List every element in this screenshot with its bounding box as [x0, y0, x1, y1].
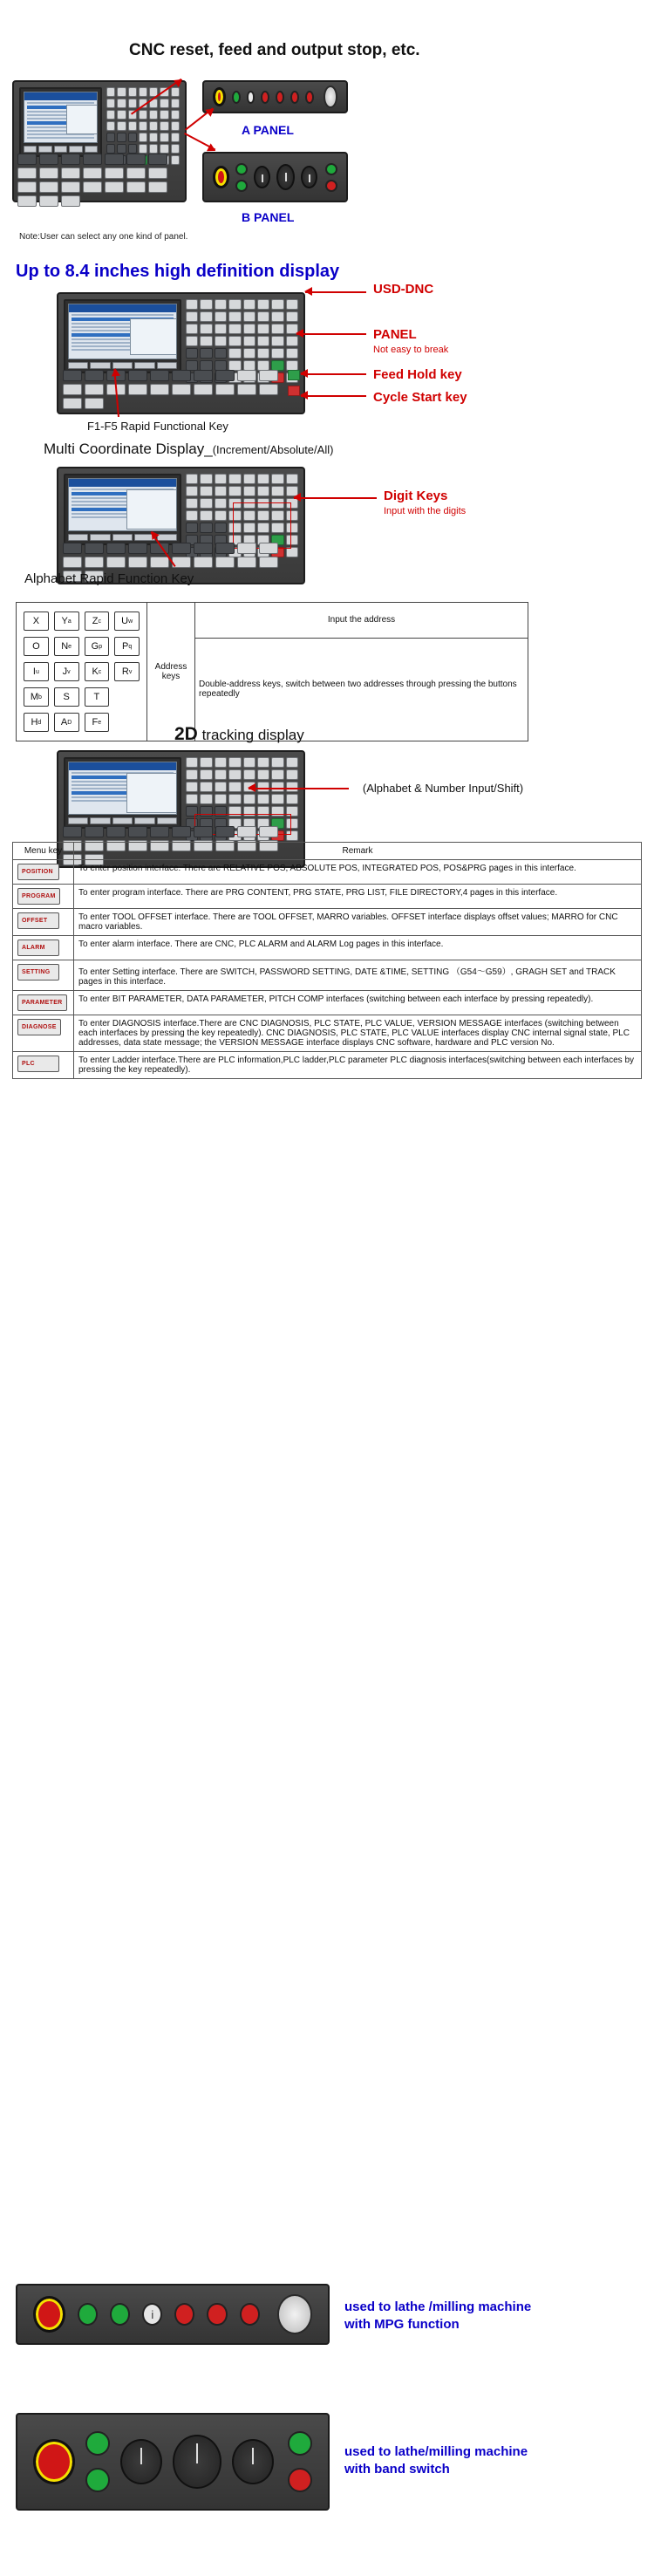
table-row	[13, 960, 642, 991]
feed-hold-label: Feed Hold key	[373, 367, 462, 382]
key-main: U	[121, 616, 129, 626]
band-switch-panel-device[interactable]	[16, 2413, 330, 2511]
b-panel-device[interactable]	[202, 152, 348, 202]
address-key[interactable]	[54, 687, 79, 707]
cycle-start-indicator[interactable]	[288, 386, 300, 396]
menu-key-table	[12, 842, 642, 1079]
f1f5-label: F1-F5 Rapid Functional Key	[87, 420, 228, 433]
address-key[interactable]	[24, 687, 49, 707]
mpg-caption-line2: with MPG function	[344, 2317, 460, 2332]
section3-title-group	[44, 441, 333, 458]
red-button-m3[interactable]	[240, 2303, 260, 2326]
green-button-1[interactable]	[232, 91, 241, 104]
key-main: Y	[61, 616, 68, 626]
panel-label: PANEL	[373, 327, 417, 342]
panel-sublabel: Not easy to break	[373, 345, 449, 355]
address-key[interactable]	[85, 687, 110, 707]
menu-key-alarm[interactable]: ALARM	[17, 940, 59, 956]
emergency-stop-button[interactable]	[213, 87, 226, 106]
white-button-1[interactable]	[247, 91, 255, 104]
key-main: J	[62, 666, 68, 677]
info-button[interactable]: i	[142, 2303, 162, 2326]
band-caption-line1: used to lathe/milling machine	[344, 2444, 528, 2459]
menu-key-diagnose[interactable]: DIAGNOSE	[17, 1019, 61, 1035]
section1-title: CNC reset, feed and output stop, etc.	[129, 41, 420, 59]
address-key[interactable]	[85, 612, 110, 631]
cnc-screen-1	[24, 92, 98, 143]
band-switch-1[interactable]	[254, 166, 270, 188]
address-key[interactable]	[114, 612, 140, 631]
address-key[interactable]	[85, 662, 110, 681]
address-keys-label: Address keys	[147, 603, 195, 741]
table-row	[13, 909, 642, 936]
usb-dnc-label: USD-DNC	[373, 282, 434, 297]
red-button-m2[interactable]	[207, 2303, 227, 2326]
address-key[interactable]	[114, 637, 140, 656]
digit-keys-sublabel: Input with the digits	[384, 506, 467, 516]
red-button-bs1[interactable]	[288, 2468, 312, 2492]
mpg-caption-line1: used to lathe /milling machine	[344, 2299, 532, 2314]
menu-key-position[interactable]: POSITION	[17, 864, 59, 880]
input-address-header: Input the address	[195, 603, 528, 639]
address-key[interactable]	[114, 662, 140, 681]
key-sub: e	[68, 643, 72, 650]
remark-header: Remark	[74, 843, 642, 860]
key-main: M	[30, 692, 38, 702]
green-button-m2[interactable]	[110, 2303, 130, 2326]
band-switch-2[interactable]	[276, 164, 295, 190]
table-row	[13, 991, 642, 1015]
address-key[interactable]	[54, 662, 79, 681]
a-panel-device[interactable]	[202, 80, 348, 113]
address-key[interactable]	[85, 637, 110, 656]
red-button-3[interactable]	[290, 91, 299, 104]
key-sub: D	[67, 719, 72, 726]
red-button-m1[interactable]	[174, 2303, 194, 2326]
alphabet-number-callout: (Alphabet & Number Input/Shift)	[362, 782, 524, 795]
address-remark: Double-address keys, switch between two addresses through pressing the buttons repeatedly	[195, 638, 528, 741]
mpg-handwheel-large[interactable]	[277, 2294, 312, 2334]
key-sub: u	[35, 668, 39, 675]
alphabet-rapid-label: Alphabet Rapid Function Key	[24, 571, 194, 586]
key-main: K	[92, 666, 99, 677]
address-key[interactable]	[54, 713, 79, 732]
key-sub: c	[98, 618, 101, 625]
feed-hold-indicator[interactable]	[288, 370, 300, 380]
section2-title: Up to 8.4 inches high definition display	[16, 262, 340, 281]
key-sub: v	[67, 668, 71, 675]
key-main: R	[121, 666, 129, 677]
key-sub: v	[128, 668, 133, 675]
address-key-grid[interactable]	[20, 606, 143, 737]
band-switch-3[interactable]	[301, 166, 317, 188]
address-key[interactable]	[24, 662, 49, 681]
key-sub: e	[98, 719, 102, 726]
arrow-panel	[296, 333, 366, 335]
key-main: N	[61, 641, 69, 652]
address-key-table	[16, 602, 528, 741]
key-main: A	[60, 717, 68, 728]
arrow-usb-dnc	[305, 291, 366, 293]
menu-remark: To enter alarm interface. There are CNC, PLC ALARM and ALARM Log pages in this interface.	[74, 936, 642, 960]
green-button-b3[interactable]	[325, 163, 337, 175]
section4-title-rest: tracking display	[197, 727, 304, 743]
emergency-stop-button-b[interactable]	[213, 166, 229, 188]
address-key[interactable]	[54, 612, 79, 631]
table-row	[13, 936, 642, 960]
table-row	[13, 860, 642, 885]
key-main: P	[122, 641, 129, 652]
key-sub: a	[67, 618, 72, 625]
menu-key-header: Menu key	[13, 843, 74, 860]
key-sub: b	[38, 694, 42, 700]
address-key[interactable]	[24, 713, 49, 732]
digit-keys-highlight	[233, 502, 291, 548]
b-panel-label: B PANEL	[242, 210, 295, 224]
menu-remark: To enter BIT PARAMETER, DATA PARAMETER, PITCH COMP interfaces (switching between each interface by pressing repeatedly).	[74, 991, 642, 1015]
menu-remark: To enter Setting interface. There are SWITCH, PASSWORD SETTING, DATE &TIME, SETTING （G54～G59）, GRAGH SET and TRACK pages in this interface.	[74, 960, 642, 991]
red-button-1[interactable]	[261, 91, 269, 104]
section4-title-bold: 2D	[174, 724, 198, 744]
table-row	[13, 1015, 642, 1052]
mpg-handwheel[interactable]	[324, 85, 337, 108]
address-key[interactable]	[54, 637, 79, 656]
arrow-to-b-panel	[184, 133, 215, 151]
red-button-b1[interactable]	[325, 180, 337, 192]
menu-remark: To enter Ladder interface.There are PLC information,PLC ladder,PLC parameter PLC diagnosis interfaces(switching between each interfaces by pressing the key repeatedly).	[74, 1052, 642, 1079]
cnc-device-1-bottom-keys[interactable]	[17, 154, 181, 207]
digit-keys-label: Digit Keys	[384, 489, 448, 503]
green-button-bs3[interactable]	[288, 2431, 312, 2456]
address-key[interactable]	[24, 612, 49, 631]
key-sub: p	[99, 643, 103, 650]
menu-remark: To enter position interface. There are RELATIVE POS, ABSOLUTE POS, INTEGRATED POS, POS&PRG pages in this interface.	[74, 860, 642, 885]
mpg-panel-device[interactable]	[16, 2284, 330, 2345]
band-caption-line2: with band switch	[344, 2462, 450, 2477]
cnc-device-2-bottom-keys[interactable]	[63, 370, 298, 409]
key-main: X	[32, 616, 40, 626]
panel-note: Note:User can select any one kind of panel.	[19, 232, 188, 242]
key-sub: c	[98, 668, 102, 675]
menu-remark: To enter DIAGNOSIS interface.There are CNC DIAGNOSIS, PLC STATE, PLC VALUE, VERSION MESSAGE interfaces (switching between each interfaces by pressing the key repeatedly). CNC DIAGNOSIS, PLC STATE, PLC VALUE interfaces display CNC internal signal state, PLC addresses, data state message; the VERSION MESSAGE interface displays CNC software, hardware and PLC version No.	[74, 1015, 642, 1052]
cnc-screen-4	[68, 762, 177, 815]
key-main: G	[91, 641, 99, 652]
key-sub: d	[37, 719, 42, 726]
section4-title-group	[174, 724, 304, 745]
menu-key-setting[interactable]: SETTING	[17, 964, 59, 981]
key-sub: q	[128, 643, 133, 650]
section3-title: Multi Coordinate Display_	[44, 441, 213, 457]
red-button-4[interactable]	[305, 91, 314, 104]
emergency-stop-button-band[interactable]	[33, 2439, 75, 2484]
menu-remark: To enter TOOL OFFSET interface. There are TOOL OFFSET, MARRO variables. OFFSET interface displays offset values; MARRO for CNC macro variables.	[74, 909, 642, 936]
key-sub: w	[128, 618, 133, 625]
cycle-start-label: Cycle Start key	[373, 390, 467, 405]
green-button-b1[interactable]	[235, 163, 248, 175]
menu-remark: To enter program interface. There are PRG CONTENT, PRG STATE, PRG LIST, FILE DIRECTORY,4 pages in this interface.	[74, 885, 642, 909]
arrow-digit-keys	[294, 497, 377, 499]
menu-key-plc[interactable]: PLC	[17, 1056, 59, 1072]
address-key[interactable]	[24, 637, 49, 656]
key-main: H	[31, 717, 38, 728]
arrow-to-a-panel	[185, 107, 214, 130]
key-main: S	[63, 692, 70, 702]
menu-key-program[interactable]: PROGRAM	[17, 888, 60, 905]
table-row	[13, 1052, 642, 1079]
table-row	[13, 885, 642, 909]
green-button-bs1[interactable]	[85, 2431, 110, 2456]
key-main: I	[32, 666, 36, 677]
key-main: F	[92, 717, 99, 728]
band-switch-spindle[interactable]	[232, 2439, 274, 2484]
a-panel-label: A PANEL	[242, 123, 294, 137]
key-main: T	[93, 692, 100, 702]
arrow-alpha-number	[249, 788, 349, 789]
arrow-feed-hold	[301, 373, 366, 375]
key-main: O	[32, 641, 40, 652]
cnc-screen-3	[68, 478, 177, 531]
section3-title-sub: (Increment/Absolute/All)	[212, 443, 334, 456]
cnc-screen-2	[68, 304, 177, 359]
green-button-bs2[interactable]	[85, 2468, 110, 2492]
menu-key-offset[interactable]: OFFSET	[17, 912, 59, 929]
green-button-b2[interactable]	[235, 180, 248, 192]
arrow-cycle-start	[301, 395, 366, 397]
band-switch-feed[interactable]	[120, 2439, 162, 2484]
key-main: Z	[92, 616, 99, 626]
band-switch-mode[interactable]	[173, 2435, 222, 2489]
address-key[interactable]	[85, 713, 110, 732]
green-button-m1[interactable]	[78, 2303, 98, 2326]
emergency-stop-button-mpg[interactable]	[33, 2296, 65, 2333]
menu-key-parameter[interactable]: PARAMETER	[17, 994, 67, 1011]
red-button-2[interactable]	[276, 91, 284, 104]
